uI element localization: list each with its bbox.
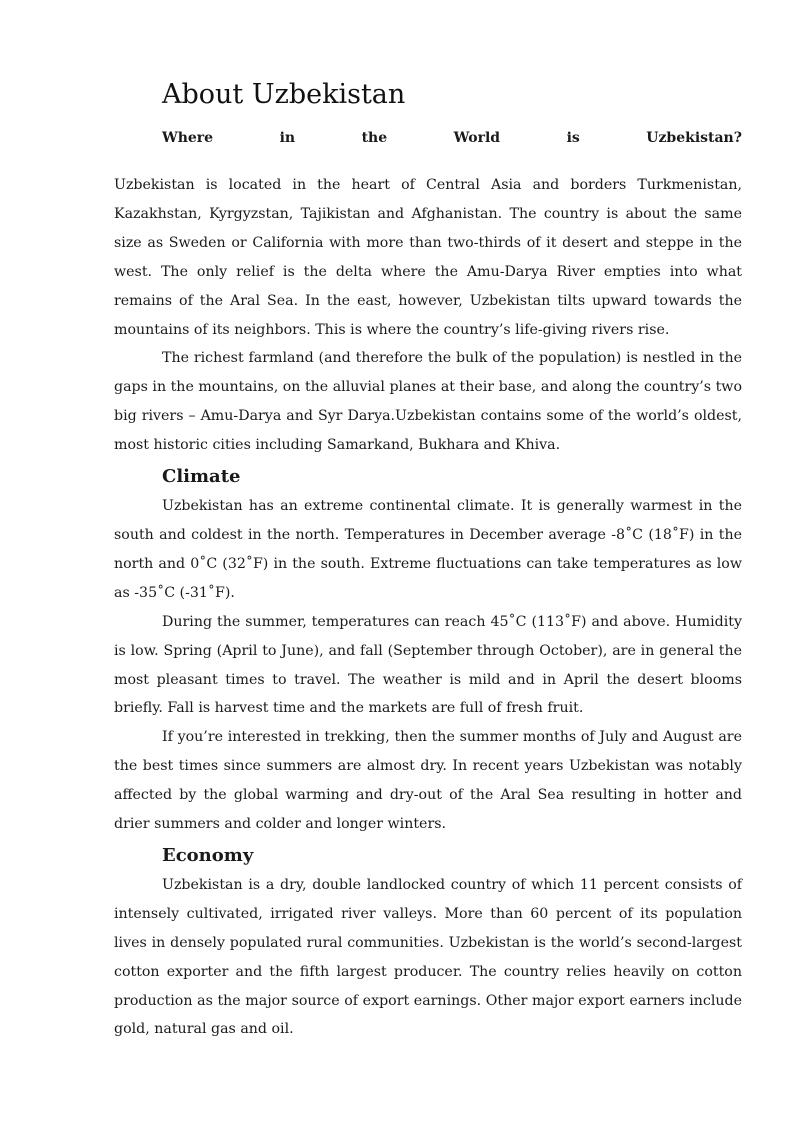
economy-heading: Economy <box>162 844 254 866</box>
subtitle-word: Uzbekistan? <box>646 130 742 146</box>
climate-paragraph: Uzbekistan has an extreme continental climate. It is generally warmest in the south and coldest in the north. Temperatures in December average -8˚C (18˚F) in the north and 0˚C (32˚F) in the south. Extreme fluctuations can take temperatures as low as -35˚C (-31˚F). <box>114 498 742 601</box>
intro-paragraph: Uzbekistan is located in the heart of Central Asia and borders Turkmenistan, Kazakhstan, Kyrgyzstan, Tajikistan and Afghanistan. The country is about the same size as Sweden or California with more than two-thirds of it desert and steppe in the west. The only relief is the delta where the Amu-Darya River empties into what remains of the Aral Sea. In the east, however, Uzbekistan tilts upward towards the mountains of its neighbors. This is where the country’s life-giving rivers rise. <box>114 177 742 338</box>
climate-paragraph: During the summer, temperatures can reach 45˚C (113˚F) and above. Humidity is low. Spring (April to June), and fall (September through October), are in general the most pleasant times to travel. The weather is mild and in April the desert blooms briefly. Fall is harvest time and the markets are full of fresh fruit. <box>114 613 742 717</box>
economy-paragraph: Uzbekistan is a dry, double landlocked country of which 11 percent consists of intensely cultivated, irrigated river valleys. More than 60 percent of its population lives in densely populated rural communities. Uzbekistan is the world’s second-largest cotton exporter and the fifth largest producer. The country relies heavily on cotton production as the major source of export earnings. Other major export earners include gold, natural gas and oil. <box>114 876 742 1038</box>
climate-paragraph: If you’re interested in trekking, then the summer months of July and August are the best times since summers are almost dry. In recent years Uzbekistan was notably affected by the global warming and dry-out of the Aral Sea resulting in hotter and drier summers and colder and longer winters. <box>114 729 742 833</box>
subtitle-word: the <box>361 130 388 146</box>
climate-heading: Climate <box>162 466 241 488</box>
subtitle-word: World <box>453 130 501 146</box>
document-page <box>114 76 742 1044</box>
subtitle-word: is <box>566 130 580 146</box>
subtitle-word: in <box>279 130 296 146</box>
subtitle-word: Where <box>162 130 214 146</box>
intro-paragraph: The richest farmland (and therefore the bulk of the population) is nestled in the gaps in the mountains, on the alluvial planes at their base, and along the country’s two big rivers – Amu-Darya and Syr Darya.Uzbekistan contains some of the world’s oldest, most historic cities including Samarkand, Bukhara and Khiva. <box>114 350 742 454</box>
document-title: About Uzbekistan <box>162 79 406 110</box>
subtitle <box>162 128 742 148</box>
